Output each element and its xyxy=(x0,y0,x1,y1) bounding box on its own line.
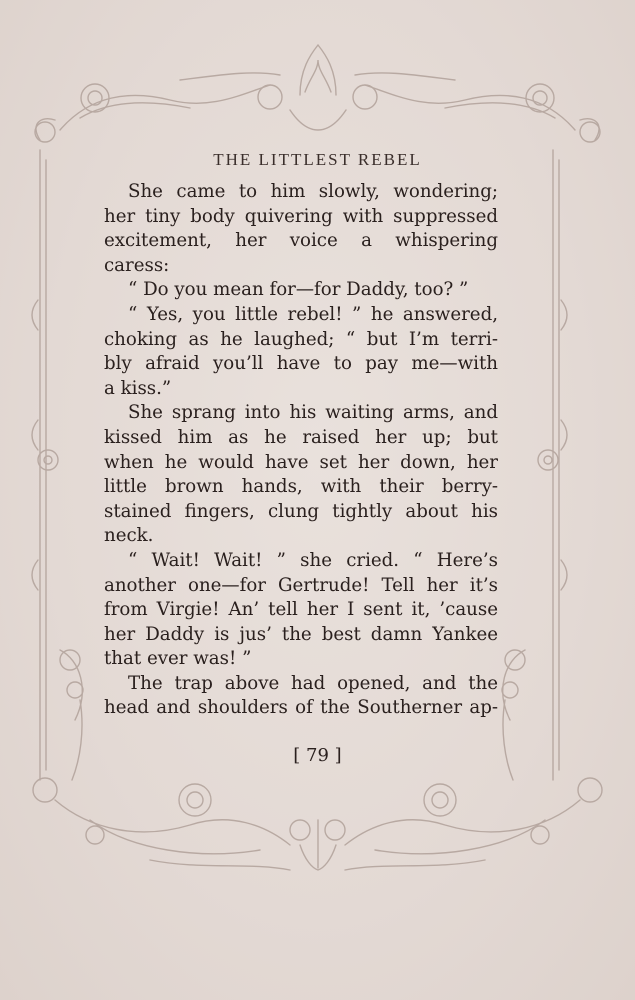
text-line: bly afraid you’ll have to pay me—with xyxy=(104,353,498,375)
page-number: [ 79 ] xyxy=(293,745,342,766)
running-head: THE LITTLEST REBEL xyxy=(213,150,422,169)
text-line: neck. xyxy=(104,525,154,547)
text-line: that ever was! ” xyxy=(104,648,252,670)
text-line: stained fingers, clung tightly about his xyxy=(104,500,498,522)
text-line: caress: xyxy=(104,254,170,276)
text-line: her Daddy is jus’ the best damn Yankee xyxy=(104,623,498,645)
text-line: her tiny body quivering with suppressed xyxy=(104,205,498,227)
text-line: “ Wait! Wait! ” she cried. “ Here’s xyxy=(128,549,498,571)
text-line: kissed him as he raised her up; but xyxy=(104,426,498,448)
text-line: The trap above had opened, and the xyxy=(128,672,498,694)
body-text xyxy=(104,180,498,721)
text-line: when he would have set her down, her xyxy=(104,451,498,473)
text-line: “ Do you mean for—for Daddy, too? ” xyxy=(128,279,469,301)
text-line: “ Yes, you little rebel! ” he answered, xyxy=(128,303,498,325)
text-line: little brown hands, with their berry- xyxy=(104,476,498,498)
text-line: excitement, her voice a whispering xyxy=(104,230,498,252)
text-line: She came to him slowly, wondering; xyxy=(128,181,498,202)
text-line: another one—for Gertrude! Tell her it’s xyxy=(104,574,498,596)
text-line: head and shoulders of the Southerner ap- xyxy=(104,697,498,719)
text-line: choking as he laughed; “ but I’m terri- xyxy=(104,328,498,350)
text-line: from Virgie! An’ tell her I sent it, ’cause xyxy=(104,599,498,621)
text-line: She sprang into his waiting arms, and xyxy=(128,402,498,424)
text-line: a kiss.” xyxy=(104,377,172,399)
